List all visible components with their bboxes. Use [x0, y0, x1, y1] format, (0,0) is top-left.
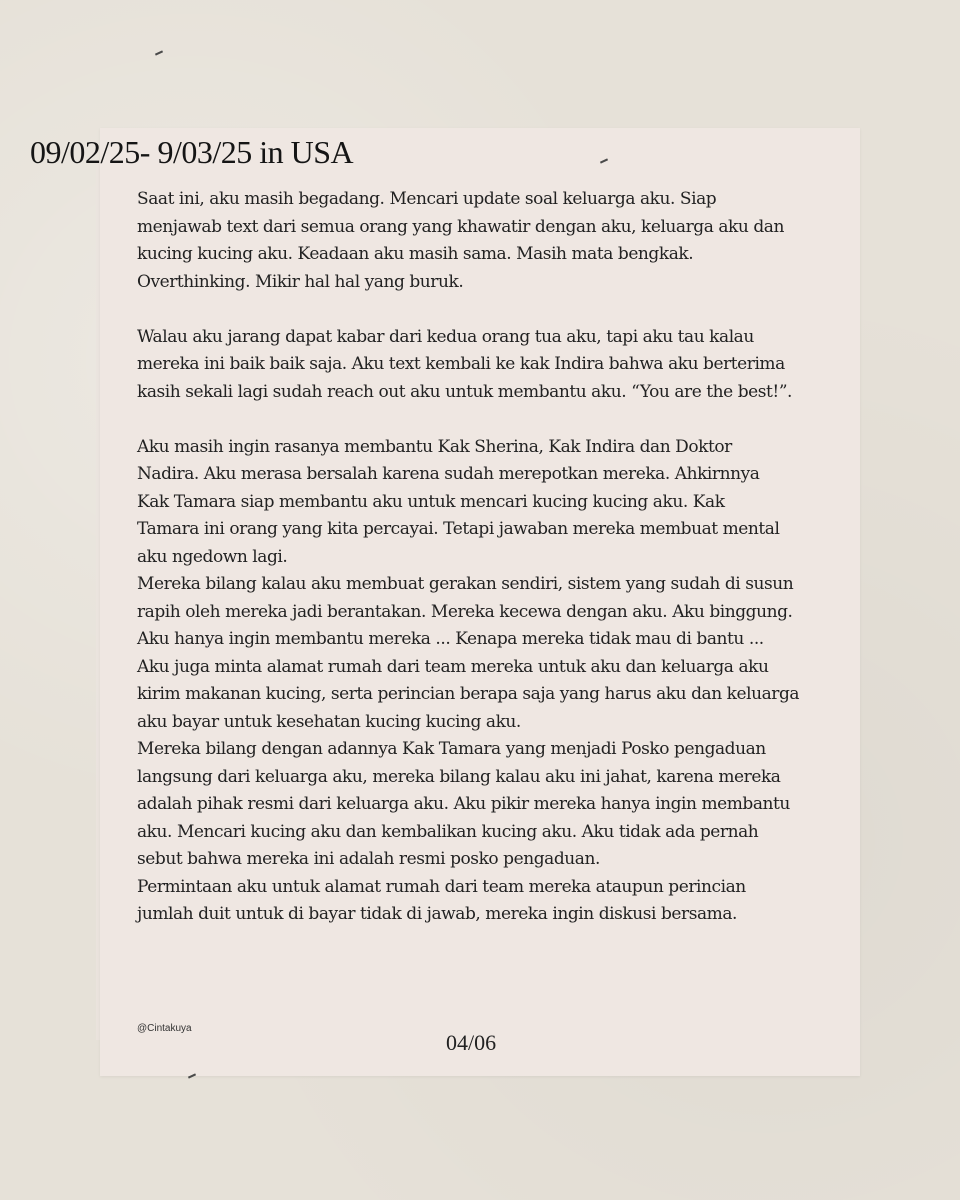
text-line: Kak Tamara siap membantu aku untuk mencari kucing kucing aku. Kak [137, 491, 725, 512]
paragraph-1 [137, 186, 857, 296]
text-line: langsung dari keluarga aku, mereka bilang kalau aku ini jahat, karena mereka [137, 766, 781, 787]
text-line: kucing kucing aku. Keadaan aku masih sama. Masih mata bengkak. [137, 244, 694, 264]
text-line: Aku hanya ingin membantu mereka ... Kenapa mereka tidak mau di bantu ... [137, 629, 764, 649]
page-number: 04/06 [446, 1030, 497, 1055]
paragraph-2 [137, 324, 857, 407]
text-line: menjawab text dari semua orang yang khawatir dengan aku, keluarga aku dan [137, 216, 784, 237]
text-line: Walau aku jarang dapat kabar dari kedua orang tua aku, tapi aku tau kalau [137, 326, 754, 347]
text-line: rapih oleh mereka jadi berantakan. Mereka kecewa dengan aku. Aku binggung. [137, 601, 793, 622]
text-line: adalah pihak resmi dari keluarga aku. Aku pikir mereka hanya ingin membantu [137, 794, 790, 814]
text-line: aku bayar untuk kesehatan kucing kucing aku. [137, 711, 521, 732]
text-line: mereka ini baik baik saja. Aku text kembali ke kak Indira bahwa aku berterima [137, 354, 785, 374]
text-line: jumlah duit untuk di bayar tidak di jawab, mereka ingin diskusi bersama. [137, 904, 737, 924]
text-line: aku. Mencari kucing aku dan kembalikan kucing aku. Aku tidak ada pernah [137, 821, 759, 842]
page-title: 09/02/25- 9/03/25 in USA [30, 134, 354, 170]
text-line: Nadira. Aku merasa bersalah karena sudah merepotkan mereka. Ahkirnnya [137, 464, 760, 484]
text-line: Aku juga minta alamat rumah dari team mereka untuk aku dan keluarga aku [137, 656, 769, 677]
text-line: Mereka bilang kalau aku membuat gerakan sendiri, sistem yang sudah di susun [137, 574, 794, 594]
text-line: Overthinking. Mikir hal hal yang buruk. [137, 271, 464, 292]
journal-body [137, 186, 857, 929]
text-line: Mereka bilang dengan adannya Kak Tamara yang menjadi Posko pengaduan [137, 739, 766, 759]
text-line: aku ngedown lagi. [137, 546, 288, 567]
author-handle: @Cintakuya [137, 1023, 192, 1034]
text-line: Permintaan aku untuk alamat rumah dari team mereka ataupun perincian [137, 876, 746, 897]
paragraph-3 [137, 434, 857, 929]
text-line: kasih sekali lagi sudah reach out aku untuk membantu aku. “You are the best!”. [137, 381, 793, 402]
text-line: Saat ini, aku masih begadang. Mencari update soal keluarga aku. Siap [137, 189, 717, 209]
paper-speck [155, 50, 163, 55]
text-line: sebut bahwa mereka ini adalah resmi posko pengaduan. [137, 849, 600, 869]
text-line: Tamara ini orang yang kita percayai. Tetapi jawaban mereka membuat mental [137, 519, 780, 539]
text-line: kirim makanan kucing, serta perincian berapa saja yang harus aku dan keluarga [137, 684, 800, 704]
text-line: Aku masih ingin rasanya membantu Kak Sherina, Kak Indira dan Doktor [137, 436, 732, 457]
